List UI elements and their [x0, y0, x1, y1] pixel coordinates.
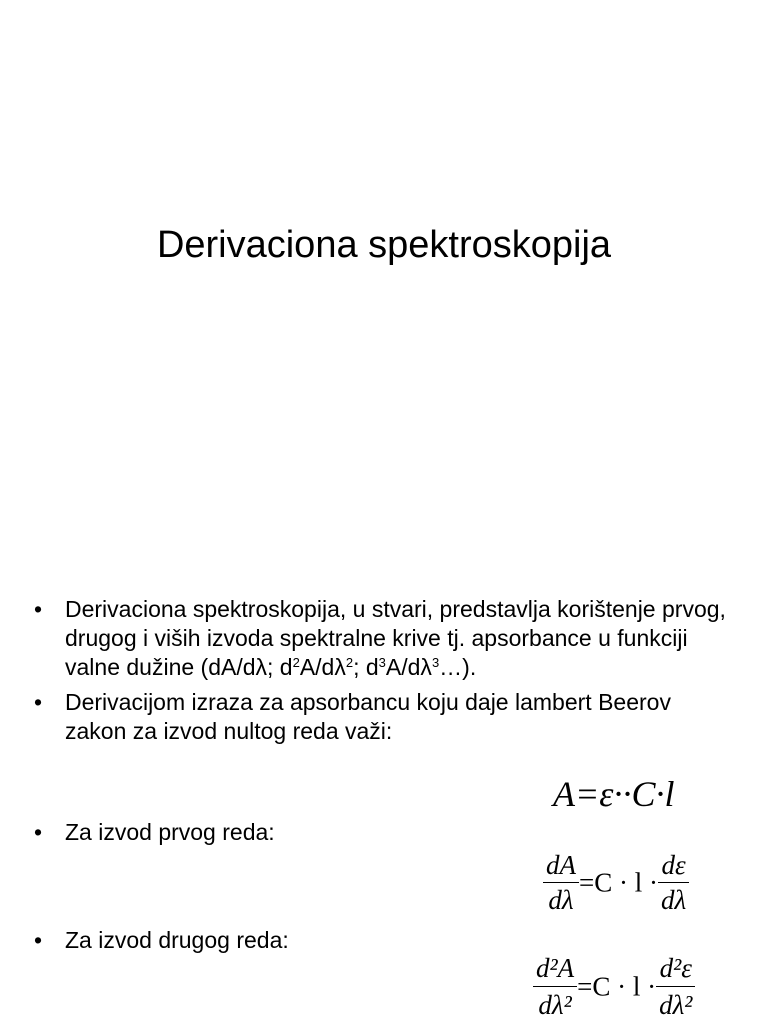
fraction-left: [533, 950, 577, 1023]
superscript: 3: [431, 655, 440, 670]
superscript: 2: [292, 655, 300, 670]
bullet-item-second-order: [30, 926, 289, 955]
superscript: 2: [345, 655, 354, 670]
denominator: dλ²: [659, 990, 693, 1020]
numerator: dA: [543, 848, 579, 883]
formula-second-order: [533, 950, 695, 1023]
formula-middle: =C · l ·: [577, 971, 657, 1002]
denominator: dλ²: [538, 990, 572, 1020]
bullet-dot: •: [34, 927, 43, 953]
bullet-item-zero-order: [30, 688, 730, 746]
formula-middle: =C · l ·: [579, 867, 658, 898]
bullet-text-part: …).: [439, 654, 477, 680]
bullet-text: [65, 596, 726, 680]
bullet-text-part: A/dλ: [385, 654, 432, 680]
numerator: dε: [658, 848, 689, 883]
bullet-dot: •: [34, 689, 43, 715]
bullet-dot: •: [34, 596, 43, 622]
bullet-text-part: A/dλ: [299, 654, 346, 680]
fraction-left: [543, 848, 579, 917]
denominator: dλ: [660, 885, 687, 915]
denominator: dλ: [548, 885, 574, 915]
bullet-text: Za izvod prvog reda:: [65, 819, 275, 845]
bullet-text: Derivacijom izraza za apsorbancu koju daje lambert Beerov zakon za izvod nultog reda važi:: [65, 689, 671, 744]
slide-title: Derivaciona spektroskopija: [156, 224, 612, 266]
bullet-text: Za izvod drugog reda:: [65, 927, 289, 953]
numerator: d²A: [533, 950, 577, 987]
bullet-text-part: Derivaciona spektroskopija, u stvari, predstavlja korištenje prvog, drugog i viših izvoda spektralne krive tj. apsorbance u funkciji valne dužine (dA/dλ; d: [65, 596, 726, 680]
fraction-right: [658, 848, 689, 917]
bullet-item-first-order: [30, 818, 275, 847]
superscript: 3: [378, 655, 386, 670]
formula-first-order: [543, 848, 689, 917]
numerator: d²ε: [656, 950, 695, 987]
formula-zero-order: A=ε··C·l: [553, 774, 675, 814]
bullet-item-derivative-definition: [30, 595, 730, 682]
bullet-dot: •: [34, 819, 43, 845]
fraction-right: [656, 950, 695, 1023]
bullet-text-part: ; d: [353, 654, 379, 680]
